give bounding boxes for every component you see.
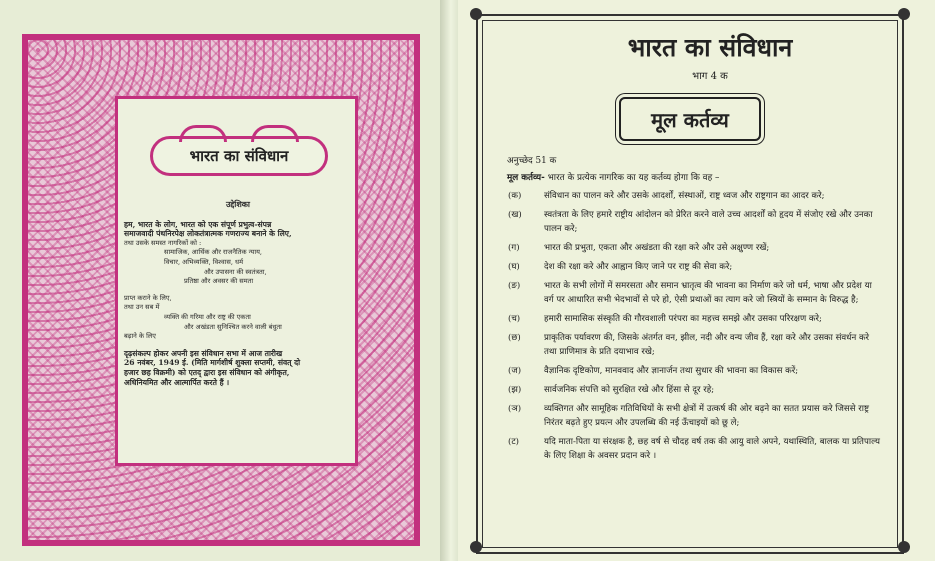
duty-label: (च)	[508, 314, 521, 324]
preamble-line: और उपासना की स्वतंत्रता,	[204, 267, 267, 276]
list-item	[508, 208, 880, 236]
duty-label: (घ)	[508, 262, 520, 272]
duty-label: (झ)	[508, 385, 522, 395]
list-item	[508, 331, 880, 359]
preamble-line: प्राप्त कराने के लिए,	[124, 293, 172, 302]
duty-label: (ञ)	[508, 404, 522, 414]
list-item	[508, 383, 880, 397]
preamble-heading: उद्देशिका	[226, 199, 250, 209]
duty-text: सार्वजनिक संपत्ति को सुरक्षित रखे और हिंसा से दूर रहे;	[544, 385, 715, 395]
article-number: अनुच्छेद 51 क	[507, 156, 557, 166]
preamble-line: हजार छह विक्रमी) को एतद् द्वारा इस संविधान को अंगीकृत,	[124, 367, 290, 377]
intro-bold: मूल कर्तव्य-	[507, 173, 545, 183]
preamble-line: समाजवादी पंथनिरपेक्ष लोकतंत्रात्मक गणराज्य बनाने के लिए,	[124, 229, 292, 239]
duty-text: संविधान का पालन करे और उसके आदर्शों, संस्थाओं, राष्ट्र ध्वज और राष्ट्रगान का आदर करे;	[544, 191, 825, 201]
list-item	[508, 402, 880, 430]
article-intro	[507, 171, 719, 183]
preamble-line: बढ़ाने के लिए	[124, 332, 156, 341]
duty-label: (ख)	[508, 210, 522, 220]
preamble-line: तथा उन सब में	[124, 303, 160, 312]
duty-text: हमारी सामासिक संस्कृति की गौरवशाली परंपरा का महत्त्व समझे और उसका परिरक्षण करे;	[544, 314, 822, 324]
preamble-line: हम, भारत के लोग, भारत को एक संपूर्ण प्रभुत्व-संपन्न	[124, 219, 272, 229]
section-heading: मूल कर्तव्य	[651, 107, 729, 132]
list-item	[508, 312, 880, 326]
preamble-line: तथा उसके समस्त नागरिकों को :	[124, 238, 202, 247]
corner-dot-icon	[470, 8, 482, 20]
duty-label: (ट)	[508, 437, 520, 447]
corner-dot-icon	[898, 541, 910, 553]
page-title: भारत का संविधान	[627, 33, 793, 62]
preamble-line: व्यक्ति की गरिमा और राष्ट्र की एकता	[164, 312, 251, 321]
list-item	[508, 364, 880, 378]
duty-text: भारत की प्रभुता, एकता और अखंडता की रक्षा करे और उसे अक्षुण्ण रखें;	[544, 243, 770, 253]
corner-dot-icon	[898, 8, 910, 20]
preamble-line: दृढ़संकल्प होकर अपनी इस संविधान सभा में आज तारीख	[124, 348, 283, 358]
preamble-line: और अखंडता सुनिश्चित करने वाली बंधुता	[184, 322, 282, 331]
duty-text: व्यक्तिगत और सामूहिक गतिविधियों के सभी क्षेत्रों में उत्कर्ष की ओर बढ़ने का सतत प्रयास करे जिससे राष्ट्र निरंतर बढ़ते हुए प्रयत्न और उपलब्धि की नई ऊँचाइयों को छू ले;	[544, 404, 870, 428]
duty-text: वैज्ञानिक दृष्टिकोण, मानववाद और ज्ञानार्जन तथा सुधार की भावना का विकास करें;	[544, 366, 799, 376]
list-item	[508, 260, 880, 274]
list-item	[508, 189, 880, 203]
book-spine	[440, 0, 458, 561]
title-cartouche	[150, 136, 328, 176]
duty-text: प्राकृतिक पर्यावरण की, जिसके अंतर्गत वन, झील, नदी और वन्य जीव हैं, रक्षा करे और उसका संवर्धन करे तथा प्राणिमात्र के प्रति दयाभाव रखे;	[544, 333, 870, 357]
duty-text: देश की रक्षा करे और आह्वान किए जाने पर राष्ट्र की सेवा करे;	[544, 262, 733, 272]
preamble-line: 26 नवंबर, 1949 ई. (मिति मार्गशीर्ष शुक्ला सप्तमी, संवत् दो	[124, 358, 301, 368]
duty-label: (क)	[508, 191, 522, 201]
duty-label: (ङ)	[508, 281, 521, 291]
section-heading-box	[619, 97, 761, 141]
intro-rest: भारत के प्रत्येक नागरिक का यह कर्तव्य होगा कि वह –	[544, 173, 720, 183]
cartouche-title: भारत का संविधान	[189, 147, 289, 165]
preamble-line: प्रतिष्ठा और अवसर की समता	[184, 277, 254, 286]
list-item	[508, 279, 880, 307]
duty-label: (ज)	[508, 366, 522, 376]
duty-text: स्वतंत्रता के लिए हमारे राष्ट्रीय आंदोलन को प्रेरित करने वाले उच्च आदर्शों को हृदय में संजोए रखे और उनका पालन करे;	[544, 210, 873, 234]
list-item	[508, 241, 880, 255]
preamble-line: सामाजिक, आर्थिक और राजनैतिक न्याय,	[164, 248, 263, 257]
list-item	[508, 435, 880, 463]
preamble-line: विचार, अभिव्यक्ति, विश्वास, धर्म	[164, 257, 244, 266]
duty-text: भारत के सभी लोगों में समरसता और समान भ्रातृत्व की भावना का निर्माण करे जो धर्म, भाषा और प्रदेश या वर्ग पर आधारित सभी भेदभावों से परे हो, ऐसी प्रथाओं का त्याग करे जो स्त्रियों के सम्मान के विरुद्ध है;	[544, 281, 872, 305]
duty-label: (छ)	[508, 333, 521, 343]
part-label: भाग 4 क	[692, 71, 728, 82]
corner-dot-icon	[470, 541, 482, 553]
preamble-line: अधिनियमित और आत्मार्पित करते हैं ।	[124, 377, 230, 387]
preamble-text	[124, 200, 352, 387]
duty-label: (ग)	[508, 243, 520, 253]
duties-list	[508, 189, 880, 468]
duty-text: यदि माता-पिता या संरक्षक है, छह वर्ष से चौदह वर्ष तक की आयु वाले अपने, यथास्थिति, बालक या प्रतिपाल्य के लिए शिक्षा के अवसर प्रदान करे ।	[544, 437, 880, 461]
